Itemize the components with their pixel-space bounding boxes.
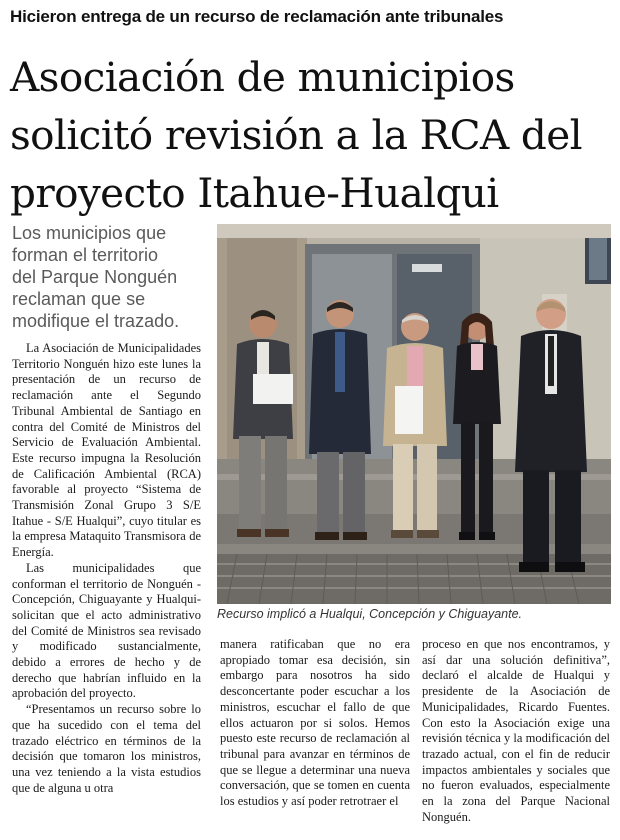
headline-line: proyecto Itahue-Hualqui	[10, 169, 499, 217]
headline-line: solicitó revisión a la RCA del	[10, 111, 582, 159]
deck-line: modifique el trazado.	[12, 311, 180, 331]
body-paragraph: La Asociación de Municipalidades Territorio Nonguén hizo este lunes la presentación de un recurso de reclamación ante el Segundo Tribunal Ambiental de Santiago en contra del Comité de Ministros del Servicio de Evaluación Ambiental. Este recurso impugna la Resolución de Calificación Ambiental (RCA) favorable al proyecto “Sistema de Transmisión Zonal Grupo 3 S/E Itahue - S/E Hualqui”, cuyo titular es la empresa Mataquito Transmisora de Energía.	[12, 341, 201, 560]
body-column-3	[422, 637, 610, 825]
kicker: Hicieron entrega de un recurso de reclamación ante tribunales	[10, 7, 504, 26]
body-column-2	[220, 637, 410, 810]
photo-caption: Recurso implicó a Hualqui, Concepción y Chiguayante.	[217, 607, 523, 621]
body-paragraph: proceso en que nos encontramos, y así dar una solución definitiva”, declaró el alcalde de Hualqui y presidente de la Asociación de Municipalidades, Ricardo Fuentes. Con esto la Asociación exige una revisión técnica y la modificación del trazado actual, con el fin de reducir impactos ambientales y sociales que no fueron evaluados, especialmente en la zona del Parque Nacional Nonguén.	[422, 637, 610, 824]
body-column-1	[12, 341, 201, 796]
deck-line: Los municipios que	[12, 223, 167, 243]
body-paragraph: “Presentamos un recurso sobre lo que ha sucedido con el tema del trazado eléctrico en términos de la decisión que tomaron los ministros, una vez teniendo a la vista estudios que de alguna u otra	[12, 702, 201, 795]
deck	[12, 222, 212, 332]
deck-line: forman el territorio	[12, 245, 159, 265]
body-paragraph: manera ratificaban que no era apropiado tomar esa decisión, sin embargo para nosotros ha sido desconcertante poder escuchar a los ministros, escuchar el fallo de que ellos actuaron por si solos. Hemos puesto este recurso de reclamación al tribunal para avanzar en términos de que se llegue a determinar una nueva conversación, que se tomen en cuenta los estudios y así poder retrotraer el	[220, 637, 410, 809]
headline-line: Asociación de municipios	[10, 53, 515, 101]
body-paragraph: Las municipalidades que conforman el territorio de Nonguén -Concepción, Chiguayante y Hualqui- solicitan que el acto administrativo del Comité de Ministros sea revisado y modificado sustancialmente, debido a errores de hecho y de derecho que habrían influido en la aprobación del proyecto.	[12, 560, 201, 701]
headline	[10, 48, 615, 222]
deck-line: reclaman que se	[12, 289, 146, 309]
deck-line: del Parque Nonguén	[12, 267, 178, 287]
news-photo	[217, 224, 611, 604]
